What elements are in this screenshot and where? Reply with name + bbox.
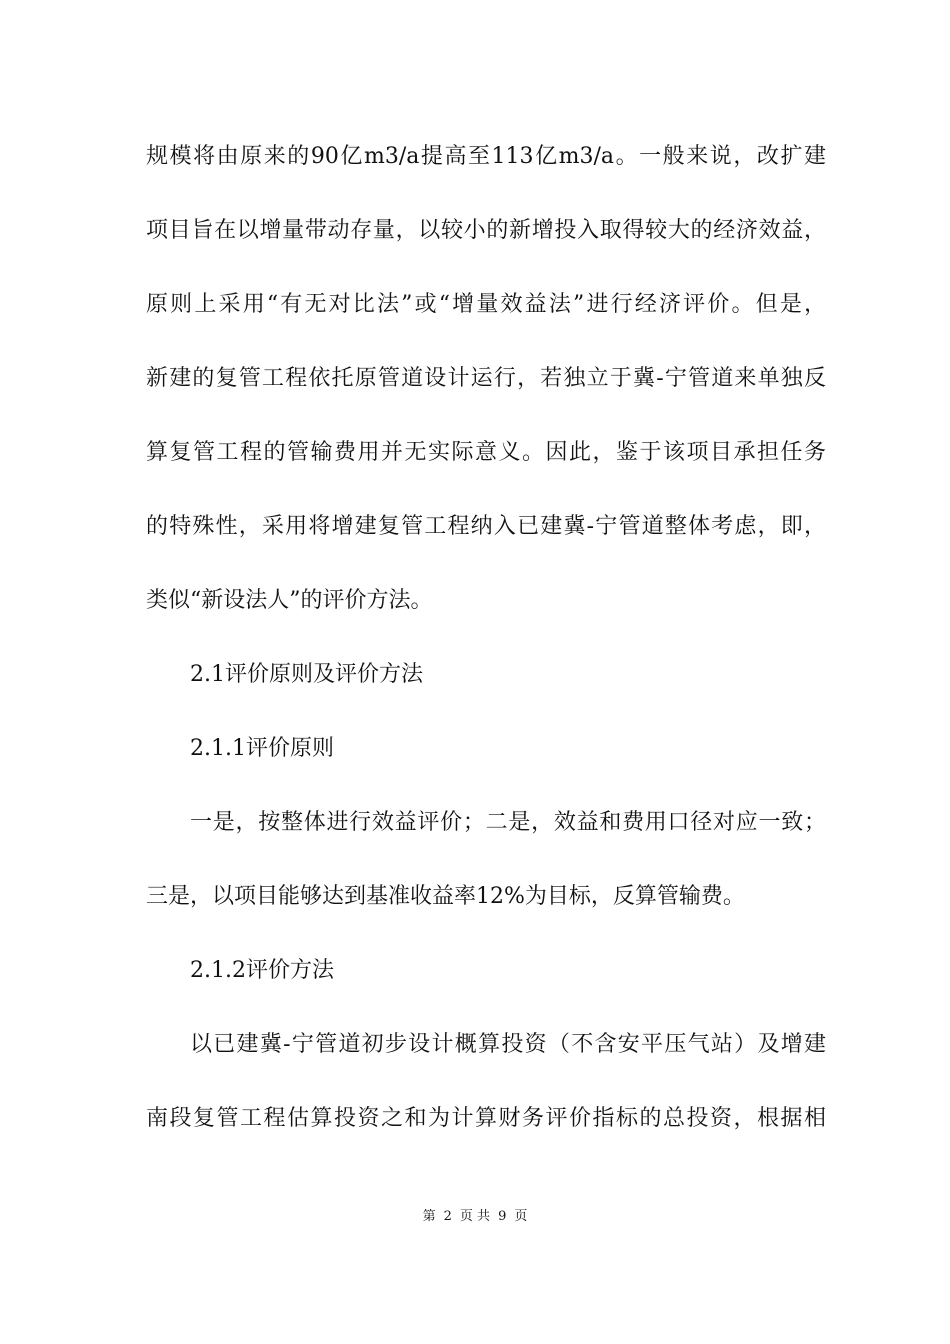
text-line: 原则上采用“有无对比法”或“增量效益法”进行经济评价。但是， <box>146 292 826 317</box>
text-line: 一是，按整体进行效益评价；二是，效益和费用口径对应一致； <box>190 810 826 835</box>
text-line: 南段复管工程估算投资之和为计算财务评价指标的总投资，根据相 <box>146 1106 826 1131</box>
footer-suffix: 页 <box>514 1209 528 1224</box>
footer-prefix: 第 <box>422 1209 436 1224</box>
subsection-heading: 2.1.1评价原则 <box>190 736 334 761</box>
total-pages-number: 9 <box>498 1209 507 1224</box>
text-line: 项目旨在以增量带动存量，以较小的新增投入取得较大的经济效益， <box>146 218 826 243</box>
current-page-number: 2 <box>443 1209 452 1224</box>
text-line: 以已建冀-宁管道初步设计概算投资（不含安平压气站）及增建 <box>190 1032 826 1057</box>
text-line: 类似“新设法人”的评价方法。 <box>146 588 433 613</box>
section-heading: 2.1评价原则及评价方法 <box>190 662 423 687</box>
subsection-heading: 2.1.2评价方法 <box>190 958 334 983</box>
text-line: 新建的复管工程依托原管道设计运行，若独立于冀-宁管道来单独反 <box>146 366 826 391</box>
text-line: 算复管工程的管输费用并无实际意义。因此，鉴于该项目承担任务 <box>146 440 826 465</box>
page-footer <box>0 1205 950 1224</box>
body-text <box>146 130 826 1166</box>
text-line: 三是，以项目能够达到基准收益率12%为目标，反算管输费。 <box>146 884 745 909</box>
footer-middle: 页 共 <box>459 1209 491 1224</box>
text-line: 规模将由原来的90亿m3/a提高至113亿m3/a。一般来说，改扩建 <box>146 144 826 169</box>
text-line: 的特殊性，采用将增建复管工程纳入已建冀-宁管道整体考虑，即， <box>146 514 826 539</box>
